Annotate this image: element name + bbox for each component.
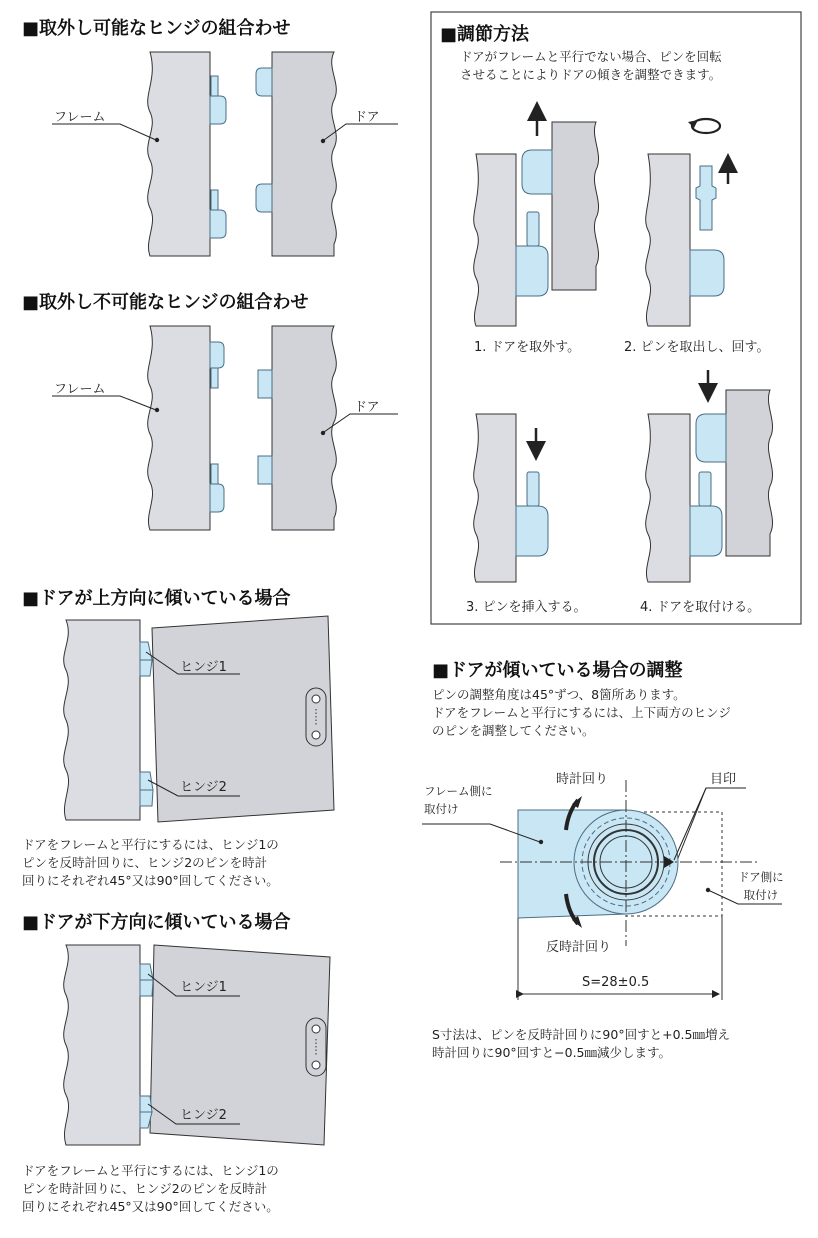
sec3-text-line: ドアをフレームと平行にするには、ヒンジ1の <box>22 837 279 852</box>
sec4-frame <box>64 945 140 1145</box>
tilt-title: ■ドアが傾いている場合の調整 <box>432 660 683 681</box>
sec1-figure <box>52 52 398 256</box>
sec2-door-label: ドア <box>354 400 380 415</box>
step4-caption <box>640 596 760 615</box>
sec3-text-line: ピンを反時計回りに、ヒンジ2のピンを時計 <box>22 855 268 870</box>
sec2-door-hinge-upper <box>258 370 272 398</box>
adjust-description <box>460 48 722 84</box>
sec2-frame <box>148 326 210 530</box>
sec4-text-line: ピンを時計回りに、ヒンジ2のピンを反時計 <box>22 1181 268 1196</box>
sec2-frame-label: フレーム <box>54 382 106 397</box>
sec2-frame-hinge-lower <box>210 484 224 512</box>
sec4-title: ■ドアが下方向に傾いている場合 <box>22 912 291 933</box>
step2-caption <box>624 336 770 355</box>
sec1-frame <box>148 52 210 256</box>
tilt-counterclockwise-label: 反時計回り <box>546 940 612 955</box>
sec4-hinge1 <box>140 964 153 996</box>
tilt-clockwise-label: 時計回り <box>556 772 609 787</box>
step4-label: ドアを取付ける。 <box>656 600 761 615</box>
tilt-door-side-label <box>738 868 784 904</box>
sec2-frame-pin-upper <box>211 368 218 388</box>
sec3-hinge1 <box>140 642 152 676</box>
sec1-frame-leader <box>52 124 156 140</box>
tilt-note <box>432 1026 730 1062</box>
sec3-frame <box>64 620 140 820</box>
tilt-text-line: ドアをフレームと平行にするには、上下両方のヒンジ <box>432 705 731 720</box>
sec4-hinge2-label: ヒンジ2 <box>180 1108 227 1123</box>
sec4-description <box>22 1162 279 1216</box>
sec3-hinge2-label: ヒンジ2 <box>180 780 227 795</box>
tilt-frame-side-line: フレーム側に <box>424 784 493 798</box>
sec1-door <box>272 52 336 256</box>
sec1-frame-hinge-upper <box>210 96 226 124</box>
sec1-frame-label: フレーム <box>54 110 106 125</box>
sec1-frame-pin-upper <box>211 76 218 96</box>
step3-caption <box>466 596 587 615</box>
sec3-title: ■ドアが上方向に傾いている場合 <box>22 588 291 609</box>
sec3-text-line: 回りにそれぞれ45°又は90°回してください。 <box>22 873 279 888</box>
sec2-door-hinge-lower <box>258 456 272 484</box>
tilt-note-line: S寸法は、ピンを反時計回りに90°回すと+0.5㎜増え <box>432 1027 730 1042</box>
sec3-description <box>22 836 279 890</box>
tilt-frame-side-line: 取付け <box>424 802 459 816</box>
tilt-text-line: ピンの調整角度は45°ずつ、8箇所あります。 <box>432 687 686 702</box>
sec2-frame-hinge-upper <box>210 342 224 368</box>
sec1-door-hinge-lower <box>256 184 272 212</box>
step3-label: ピンを挿入する。 <box>482 600 587 615</box>
sec2-title: ■取外し不可能なヒンジの組合わせ <box>22 292 309 313</box>
tilt-text-line: のピンを調整してください。 <box>432 723 595 738</box>
tilt-frame-side-label <box>424 782 493 818</box>
tilt-door-side-line: ドア側に <box>738 870 784 884</box>
step1-label: ドアを取外す。 <box>490 340 581 355</box>
sec1-door-hinge-upper <box>256 68 272 96</box>
sec4-hinge1-label: ヒンジ1 <box>180 980 227 995</box>
step2-label: ピンを取出し、回す。 <box>640 340 770 355</box>
step1-caption <box>474 336 580 355</box>
sec4-text-line: 回りにそれぞれ45°又は90°回してください。 <box>22 1199 279 1214</box>
tilt-mark-leader <box>674 788 746 860</box>
tilt-mark-label: 目印 <box>710 772 737 787</box>
adjust-text-line: させることによりドアの傾きを調整できます。 <box>460 67 722 82</box>
sec4-door <box>150 945 330 1145</box>
sec2-figure <box>52 326 398 530</box>
sec1-door-label: ドア <box>354 110 380 125</box>
step1-number: 1. <box>474 340 487 355</box>
step3-number: 3. <box>466 600 479 615</box>
tilt-dimension-label: S=28±0.5 <box>582 975 650 990</box>
sec3-hinge1-label: ヒンジ1 <box>180 660 227 675</box>
step4-number: 4. <box>640 600 653 615</box>
adjust-title: ■調節方法 <box>440 24 530 45</box>
tilt-description <box>432 686 731 740</box>
tilt-door-side-line: 取付け <box>743 888 779 902</box>
sec4-text-line: ドアをフレームと平行にするには、ヒンジ1の <box>22 1163 279 1178</box>
step2-number: 2. <box>624 340 637 355</box>
sec2-frame-pin-lower <box>211 464 218 484</box>
sec1-frame-pin-lower <box>211 190 218 210</box>
sec1-frame-hinge-lower <box>210 210 226 238</box>
sec2-frame-leader <box>52 396 156 410</box>
sec3-hinge2 <box>140 772 153 806</box>
sec1-title: ■取外し可能なヒンジの組合わせ <box>22 18 291 39</box>
sec2-door <box>272 326 336 530</box>
adjust-text-line: ドアがフレームと平行でない場合、ピンを回転 <box>460 49 722 64</box>
tilt-note-line: 時計回りに90°回すと−0.5㎜減少します。 <box>432 1045 672 1060</box>
